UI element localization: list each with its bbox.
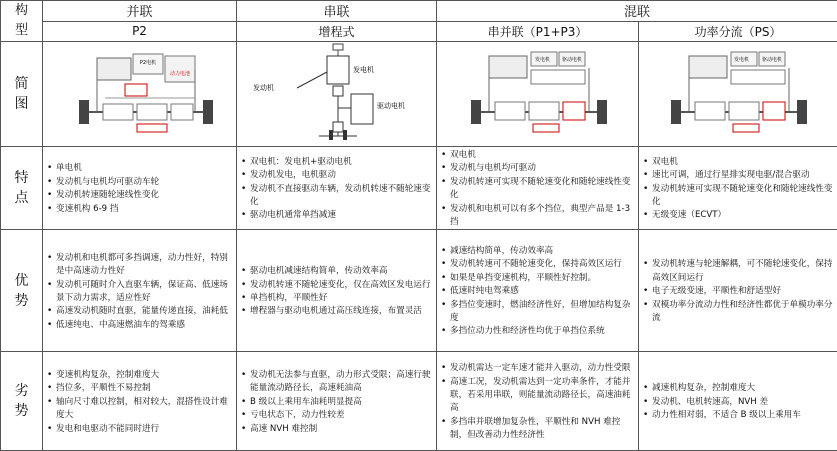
- p2-powertrain-diagram: [45, 42, 235, 142]
- p1p3-powertrain-diagram: [439, 42, 637, 142]
- erev-drive-motor-label: 驱动电机: [377, 101, 405, 110]
- list-item: • 速比可调，通过行星排实现电驱/混合驱动: [652, 169, 834, 182]
- list-item: • 高速工况，发动机需达到一定功率条件，才能并联，若采用串联，则能量流动路径长，高速油耗高: [450, 376, 635, 416]
- advantages-p1p3: [437, 230, 639, 352]
- group-header-series: 串联: [237, 1, 437, 22]
- list-item: • 发动机与电机均可驱动车轮: [56, 176, 233, 189]
- list-item: • 发动机转速随轮速线性变化: [56, 189, 233, 202]
- list-item: • 发动机发电，电机驱动: [250, 169, 433, 182]
- list-item: • 发动机与电机均可驱动: [450, 162, 635, 175]
- list-item: • 电子无级变速，平顺性和舒适型好: [652, 285, 834, 298]
- erev-generator-label: 发电机: [353, 65, 374, 74]
- type-header-cell: [1, 1, 43, 42]
- list-item: • 发动机可随时介入直驱车辆，保证高、低速场景下动力需求，适应性好: [56, 279, 233, 306]
- group-header-hybrid: 混联: [437, 1, 837, 22]
- diagram-erev: [237, 42, 437, 147]
- row-label-disadvantages: 劣 势: [1, 352, 43, 451]
- advantages-p2: [43, 230, 237, 352]
- p1p3-generator-label: 发电机: [535, 56, 550, 63]
- list-item: • 轴向尺寸难以控制，相对较大，混搭性设计难度大: [56, 396, 233, 423]
- list-item: • 发动机、电机转速高，NVH 差: [652, 396, 834, 409]
- list-item: • 发动机和电机可以有多个挡位，典型产品是 1-3 挡: [450, 203, 635, 230]
- list-item: • 减速机构复杂，控制难度大: [652, 382, 834, 395]
- list-item: • 动力性相对弱，不适合 B 级以上乘用车: [652, 409, 834, 422]
- list-item: • 单挡机构，平顺性好: [250, 292, 433, 305]
- ps-drive-motor-label: 驱动电机: [762, 56, 782, 63]
- list-item: • 多挡位变速时，燃油经济性好，但增加结构复杂度: [450, 299, 635, 326]
- disadvantages-p2: [43, 352, 237, 451]
- list-item: • 如果是单挡变速机构，平顺性好控制。: [450, 272, 635, 285]
- list-item: • 多挡位动力性和经济性均优于单挡位系统: [450, 325, 635, 338]
- list-item: • 低速时纯电驾乘感: [450, 285, 635, 298]
- list-item: • 双电机: [450, 149, 635, 162]
- list-item: • 变速机构 6-9 挡: [56, 203, 233, 216]
- features-p1p3: [437, 147, 639, 230]
- disadvantages-erev: [237, 352, 437, 451]
- list-item: • 多挡串并联增加复杂性，平顺性和 NVH 难控制，但改善动力性经济性: [450, 416, 635, 443]
- diagram-ps: [639, 42, 837, 147]
- list-item: • 双模功率分流动力性和经济性都优于单模功率分流: [652, 299, 834, 326]
- list-item: • 驱动电机通常单挡减速: [250, 209, 433, 222]
- group-header-parallel: 并联: [43, 1, 237, 22]
- type-header-char-1: 构: [1, 1, 42, 21]
- ps-powertrain-diagram: [641, 42, 836, 142]
- list-item: • 驱动电机减速结构简单，传动效率高: [250, 265, 433, 278]
- p1p3-drive-motor-label: 驱动电机: [562, 56, 582, 63]
- features-ps: [639, 147, 837, 230]
- erev-engine-label: 发动机: [253, 83, 274, 92]
- list-item: • 减速结构简单，传动效率高: [450, 245, 635, 258]
- erev-powertrain-diagram: [239, 42, 435, 142]
- list-item: • 亏电状态下，动力性较差: [250, 409, 433, 422]
- disadvantages-ps: [639, 352, 837, 451]
- diagram-p2: [43, 42, 237, 147]
- p2-battery-label: 动力电池: [170, 70, 190, 77]
- disadvantages-p1p3: [437, 352, 639, 451]
- list-item: • 挡位多，平顺性不易控制: [56, 382, 233, 395]
- list-item: • 双电机：发电机+驱动电机: [250, 156, 433, 169]
- list-item: • 高速 NVH 难控制: [250, 423, 433, 436]
- row-label-features: 特 点: [1, 147, 43, 230]
- col-header-ps: 功率分流（PS）: [639, 21, 837, 42]
- list-item: • 单电机: [56, 162, 233, 175]
- list-item: • 发电和电驱动不能同时进行: [56, 423, 233, 436]
- list-item: • B 级以上乘用车油耗明显提高: [250, 396, 433, 409]
- advantages-ps: [639, 230, 837, 352]
- diagram-p1p3: [437, 42, 639, 147]
- list-item: • 发动机不直接驱动车辆，发动机转速不随轮速变化: [250, 183, 433, 210]
- p2-motor-label: P2电机: [139, 59, 155, 66]
- col-header-p1p3: 串并联（P1+P3）: [437, 21, 639, 42]
- list-item: • 发动机需达一定车速才能并入驱动，动力性受限: [450, 362, 635, 375]
- list-item: • 发动机转速与轮速解耦，可不随轮速变化，保持高效区间运行: [652, 258, 834, 285]
- row-label-advantages: 优 势: [1, 230, 43, 352]
- list-item: • 高速发动机随时直驱，能量传递直接，油耗低: [56, 305, 233, 318]
- col-header-erev: 增程式: [237, 21, 437, 42]
- list-item: • 发动机转速可实现不随轮速变化和随轮速线性变化: [652, 183, 834, 210]
- features-erev: [237, 147, 437, 230]
- list-item: • 发动机转速可不随轮速变化，保持高效区运行: [450, 258, 635, 271]
- col-header-p2: P2: [43, 21, 237, 42]
- list-item: • 增程器与驱动电机通过高压线连接，布置灵活: [250, 305, 433, 318]
- ps-generator-label: 发电机: [734, 56, 749, 63]
- advantages-erev: [237, 230, 437, 352]
- list-item: • 发动机转速可实现不随轮速变化和随轮速线性变化: [450, 176, 635, 203]
- row-label-diagram: 简 图: [1, 42, 43, 147]
- list-item: • 无级变速（ECVT）: [652, 209, 834, 222]
- list-item: • 双电机: [652, 156, 834, 169]
- list-item: • 发动机和电机都可多挡调速，动力性好，特别是中高速动力性好: [56, 252, 233, 279]
- type-header-char-2: 型: [1, 21, 42, 41]
- list-item: • 低速纯电、中高速燃油车的驾乘感: [56, 319, 233, 332]
- features-p2: [43, 147, 237, 230]
- list-item: • 发动机无法参与直驱，动力形式受限；高速行驶能量流动路径长，高速耗油高: [250, 369, 433, 396]
- list-item: • 发动机转速不随轮速变化，仅在高效区发电运行: [250, 279, 433, 292]
- list-item: • 变速机构复杂，控制难度大: [56, 369, 233, 382]
